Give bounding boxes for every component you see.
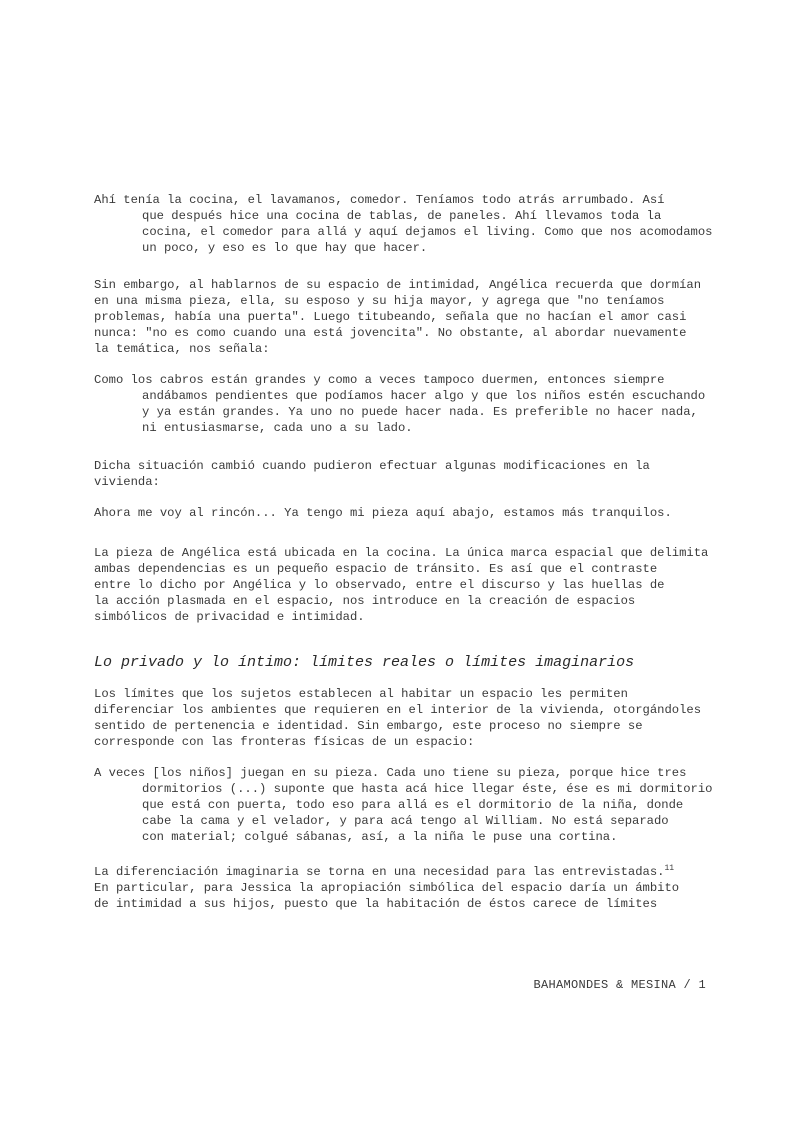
text-line: Los límites que los sujetos establecen al habitar un espacio les permiten — [94, 687, 628, 701]
paragraph-2 — [94, 458, 714, 490]
text-line: Ahora me voy al rincón... Ya tengo mi pieza aquí abajo, estamos más tranquilos. — [94, 506, 672, 520]
block-quote-2 — [94, 372, 714, 436]
text-line: A veces [los niños] juegan en su pieza. Cada uno tiene su pieza, porque hice tres — [94, 766, 687, 780]
text-line: ambas dependencias es un pequeño espacio de tránsito. Es así que el contraste — [94, 562, 658, 576]
block-quote-1 — [94, 192, 714, 256]
text-line: La pieza de Angélica está ubicada en la cocina. La única marca espacial que delimita — [94, 546, 709, 560]
text-line: corresponde con las fronteras físicas de un espacio: — [94, 735, 475, 749]
text-line: nunca: "no es como cuando una está jovencita". No obstante, al abordar nuevamente — [94, 326, 687, 340]
block-quote-3 — [94, 505, 714, 521]
text-line: un poco, y eso es lo que hay que hacer. — [142, 241, 428, 255]
text-line: vivienda: — [94, 475, 160, 489]
text-line: Ahí tenía la cocina, el lavamanos, comedor. Teníamos todo atrás arrumbado. Así — [94, 193, 665, 207]
text-line: Dicha situación cambió cuando pudieron efectuar algunas modificaciones en la — [94, 459, 650, 473]
text-line: Sin embargo, al hablarnos de su espacio de intimidad, Angélica recuerda que dormían — [94, 278, 702, 292]
block-quote-4 — [94, 765, 714, 845]
text-line: sentido de pertenencia e identidad. Sin embargo, este proceso no siempre se — [94, 719, 643, 733]
paragraph-1 — [94, 277, 714, 357]
section-heading: Lo privado y lo íntimo: límites reales o límites imaginarios — [94, 654, 635, 671]
text-line: En particular, para Jessica la apropiación simbólica del espacio daría un ámbito — [94, 881, 680, 895]
paragraph-3 — [94, 545, 714, 625]
text-line: cocina, el comedor para allá y aquí dejamos el living. Como que nos acomodamos — [142, 225, 713, 239]
text-line: simbólicos de privacidad e intimidad. — [94, 610, 365, 624]
text-line: Como los cabros están grandes y como a veces tampoco duermen, entonces siempre — [94, 373, 665, 387]
text-line: con material; colgué sábanas, así, a la niña le puse una cortina. — [142, 830, 618, 844]
paragraph-4 — [94, 686, 714, 750]
text-line: andábamos pendientes que podíamos hacer algo y que los niños estén escuchando — [142, 389, 706, 403]
text-line: en una misma pieza, ella, su esposo y su hija mayor, y agrega que "no teníamos — [94, 294, 665, 308]
text-line: que está con puerta, todo eso para allá es el dormitorio de la niña, donde — [142, 798, 684, 812]
footnote-reference[interactable]: 11 — [664, 863, 675, 873]
text-line: la acción plasmada en el espacio, nos introduce en la creación de espacios — [94, 594, 636, 608]
text-line: que después hice una cocina de tablas, de paneles. Ahí llevamos toda la — [142, 209, 662, 223]
text-line: de intimidad a sus hijos, puesto que la habitación de éstos carece de límites — [94, 897, 658, 911]
text-line: problemas, había una puerta". Luego titubeando, señala que no hacían el amor casi — [94, 310, 687, 324]
text-line: cabe la cama y el velador, y para acá tengo al William. No está separado — [142, 814, 669, 828]
text-line: y ya están grandes. Ya uno no puede hacer nada. Es preferible no hacer nada, — [142, 405, 698, 419]
text-line: diferenciar los ambientes que requieren en el interior de la vivienda, otorgándoles — [94, 703, 702, 717]
text-line: dormitorios (...) suponte que hasta acá hice llegar éste, ése es mi dormitorio — [142, 782, 713, 796]
text-line: entre lo dicho por Angélica y lo observado, entre el discurso y las huellas de — [94, 578, 665, 592]
text-line: ni entusiasmarse, cada uno a su lado. — [142, 421, 413, 435]
text-line: la temática, nos señala: — [94, 342, 270, 356]
page-footer: BAHAMONDES & MESINA / 1 — [533, 978, 706, 992]
paragraph-5 — [94, 864, 714, 912]
text-segment: La diferenciación imaginaria se torna en una necesidad para las entrevistadas. — [94, 865, 665, 879]
text-line — [94, 864, 714, 880]
